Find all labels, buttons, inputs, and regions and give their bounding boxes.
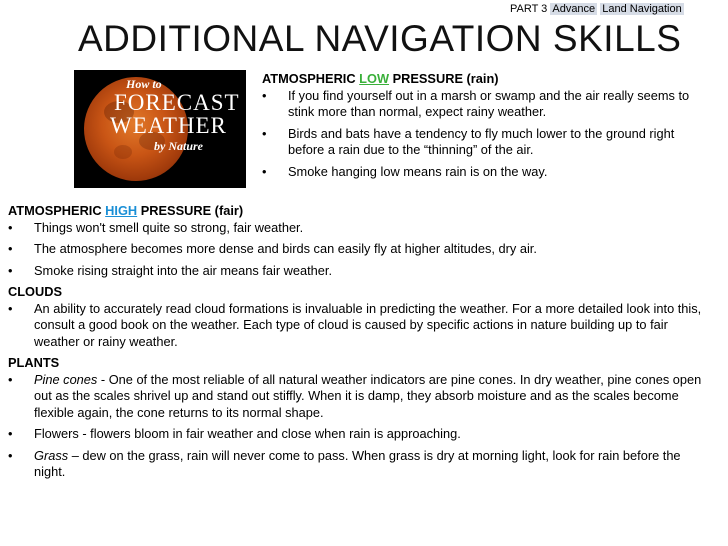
list-item: • The atmosphere becomes more dense and birds can easily fly at higher altitudes, dry air. [8,241,537,256]
forecast-weather-image [74,70,246,188]
high-pressure-heading: ATMOSPHERIC HIGH PRESSURE (fair) [8,203,244,218]
list-item: • Birds and bats have a tendency to fly much lower to the ground right before a rain due to the “thinning” of the air. [262,125,675,157]
list-item: • Smoke rising straight into the air means fair weather. [8,262,333,278]
part-number: PART 3 [510,3,548,15]
list-item: • Things won't smell quite so strong, fair weather. [8,219,304,235]
image-text-forecast: FORECAST [114,90,240,115]
high-keyword: HIGH [105,203,138,218]
clouds-heading: CLOUDS [8,284,63,299]
list-item: • Grass – dew on the grass, rain will never come to pass. When grass is dry at morning light, look for rain before the night. [8,447,681,479]
page-title: ADDITIONAL NAVIGATION SKILLS [78,18,682,59]
low-pressure-heading: ATMOSPHERIC LOW PRESSURE (rain) [262,71,499,86]
list-item: • An ability to accurately read cloud formations is invaluable in predicting the weather. For a more detailed look into this, consult a good book on the weather. Each type of cloud is caused by specific actions in nature building up to fair weather or rainy weather. [8,300,702,349]
low-keyword: LOW [359,71,390,86]
pine-cones-label: Pine cones [34,371,98,387]
image-text-how-to: How to [126,77,162,91]
image-text-weather: WEATHER [110,113,227,138]
plants-heading: PLANTS [8,355,60,370]
list-item: • Flowers - flowers bloom in fair weather and close when rain is approaching. [8,426,461,441]
image-text-by-nature: by Nature [154,139,203,153]
grass-label: Grass [34,447,69,463]
list-item: • If you find yourself out in a marsh or swamp and the air really seems to stink more than normal, expect rainy weather. [262,87,690,119]
part-label [510,3,684,15]
section-advance: Advance [552,3,596,15]
low-pressure-section [262,71,712,180]
list-item: • Smoke hanging low means rain is on the way. [262,163,548,179]
list-item: • Pine cones - One of the most reliable of all natural weather indicators are pine cones. In dry weather, pine cones open out as the scales shrivel up and stand out stiffly. When it is damp, they absorb moisture and as the scales become flexible again, the cone returns to its normal shape. [8,371,702,420]
section-land-navigation: Land Navigation [602,3,682,15]
main-content [8,203,714,481]
